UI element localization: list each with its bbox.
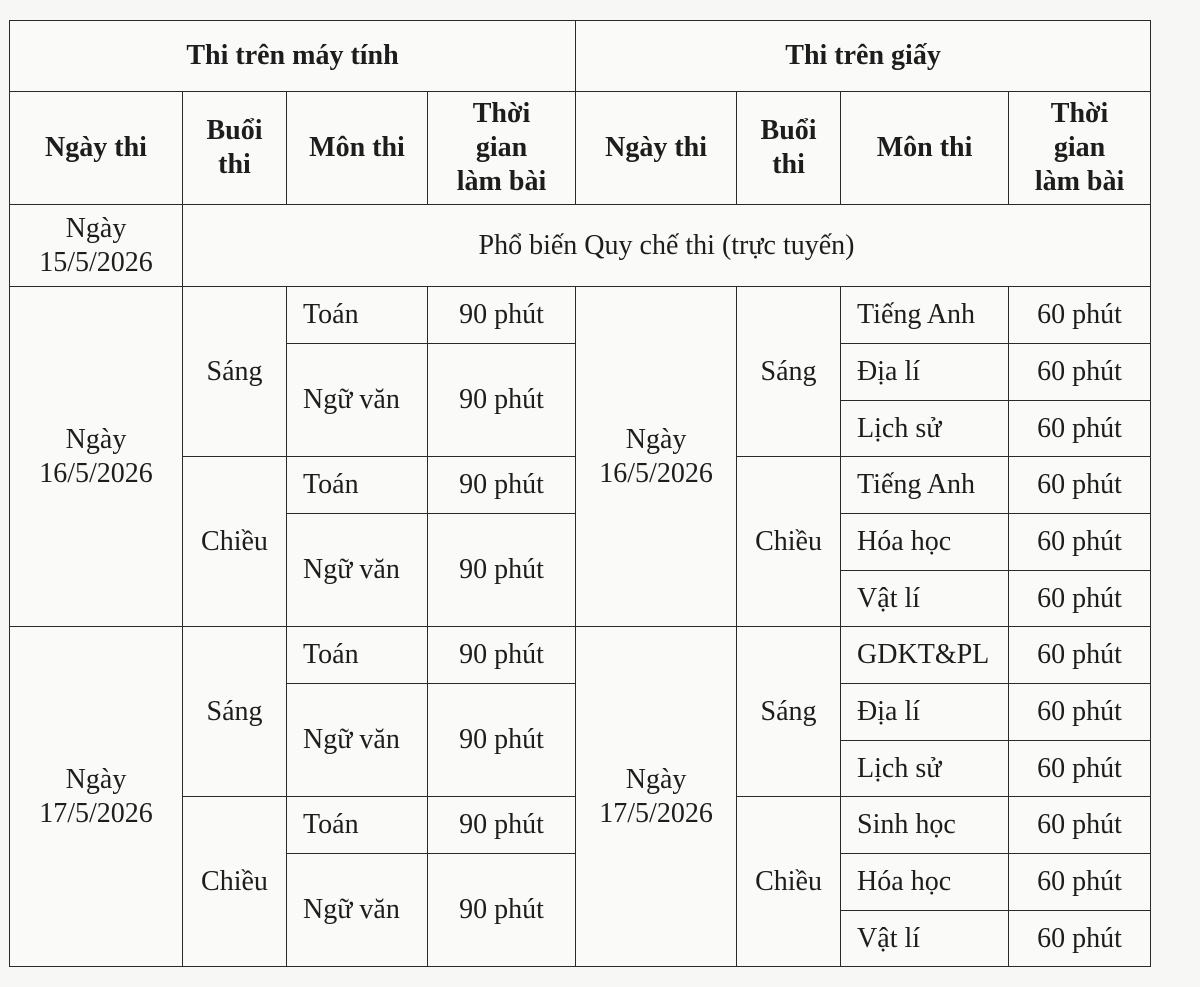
subject-cell: Vật lí bbox=[841, 571, 1009, 627]
session-cell: Sáng bbox=[737, 627, 841, 797]
header-date: Ngày thi bbox=[576, 92, 737, 205]
duration-cell: 90 phút bbox=[428, 344, 576, 457]
duration-cell: 60 phút bbox=[1009, 741, 1151, 797]
session-cell: Sáng bbox=[183, 287, 287, 457]
table-row bbox=[10, 287, 1151, 344]
header-session: Buổi thi bbox=[737, 92, 841, 205]
header-duration: Thời gian làm bài bbox=[1009, 92, 1151, 205]
date-cell: Ngày 17/5/2026 bbox=[576, 627, 737, 967]
subject-cell: Lịch sử bbox=[841, 741, 1009, 797]
column-header-row bbox=[10, 92, 1151, 205]
duration-cell: 90 phút bbox=[428, 287, 576, 344]
subject-cell: Toán bbox=[287, 797, 428, 854]
duration-cell: 60 phút bbox=[1009, 627, 1151, 684]
header-subject: Môn thi bbox=[841, 92, 1009, 205]
subject-cell: Hóa học bbox=[841, 514, 1009, 571]
exam-schedule-table bbox=[9, 20, 1151, 967]
subject-cell: Địa lí bbox=[841, 684, 1009, 741]
table-row bbox=[10, 627, 1151, 684]
session-cell: Sáng bbox=[183, 627, 287, 797]
header-subject: Môn thi bbox=[287, 92, 428, 205]
subject-cell: Vật lí bbox=[841, 911, 1009, 967]
duration-cell: 90 phút bbox=[428, 854, 576, 967]
subject-cell: Hóa học bbox=[841, 854, 1009, 911]
duration-cell: 90 phút bbox=[428, 684, 576, 797]
paper-exam-title: Thi trên giấy bbox=[576, 21, 1151, 92]
subject-cell: Ngữ văn bbox=[287, 514, 428, 627]
duration-cell: 90 phút bbox=[428, 457, 576, 514]
duration-cell: 60 phút bbox=[1009, 457, 1151, 514]
subject-cell: Ngữ văn bbox=[287, 684, 428, 797]
subject-cell: Toán bbox=[287, 287, 428, 344]
header-duration: Thời gian làm bài bbox=[428, 92, 576, 205]
duration-cell: 90 phút bbox=[428, 514, 576, 627]
date-cell: Ngày 16/5/2026 bbox=[576, 287, 737, 627]
date-cell: Ngày 16/5/2026 bbox=[10, 287, 183, 627]
computer-exam-title: Thi trên máy tính bbox=[10, 21, 576, 92]
session-cell: Chiều bbox=[737, 797, 841, 967]
subject-cell: Địa lí bbox=[841, 344, 1009, 401]
subject-cell: Ngữ văn bbox=[287, 854, 428, 967]
orientation-row bbox=[10, 205, 1151, 287]
subject-cell: Lịch sử bbox=[841, 401, 1009, 457]
subject-cell: Toán bbox=[287, 457, 428, 514]
duration-cell: 60 phút bbox=[1009, 287, 1151, 344]
orientation-text: Phổ biến Quy chế thi (trực tuyến) bbox=[183, 205, 1151, 287]
duration-cell: 60 phút bbox=[1009, 911, 1151, 967]
subject-cell: Toán bbox=[287, 627, 428, 684]
header-session: Buổi thi bbox=[183, 92, 287, 205]
duration-cell: 60 phút bbox=[1009, 571, 1151, 627]
subject-cell: Ngữ văn bbox=[287, 344, 428, 457]
duration-cell: 60 phút bbox=[1009, 797, 1151, 854]
session-cell: Chiều bbox=[737, 457, 841, 627]
subject-cell: Tiếng Anh bbox=[841, 287, 1009, 344]
duration-cell: 60 phút bbox=[1009, 401, 1151, 457]
duration-cell: 60 phút bbox=[1009, 514, 1151, 571]
subject-cell: Tiếng Anh bbox=[841, 457, 1009, 514]
group-title-row bbox=[10, 21, 1151, 92]
session-cell: Sáng bbox=[737, 287, 841, 457]
duration-cell: 60 phút bbox=[1009, 684, 1151, 741]
duration-cell: 60 phút bbox=[1009, 854, 1151, 911]
session-cell: Chiều bbox=[183, 797, 287, 967]
duration-cell: 90 phút bbox=[428, 627, 576, 684]
date-cell: Ngày 15/5/2026 bbox=[10, 205, 183, 287]
duration-cell: 90 phút bbox=[428, 797, 576, 854]
duration-cell: 60 phút bbox=[1009, 344, 1151, 401]
header-date: Ngày thi bbox=[10, 92, 183, 205]
subject-cell: Sinh học bbox=[841, 797, 1009, 854]
session-cell: Chiều bbox=[183, 457, 287, 627]
subject-cell: GDKT&PL bbox=[841, 627, 1009, 684]
date-cell: Ngày 17/5/2026 bbox=[10, 627, 183, 967]
